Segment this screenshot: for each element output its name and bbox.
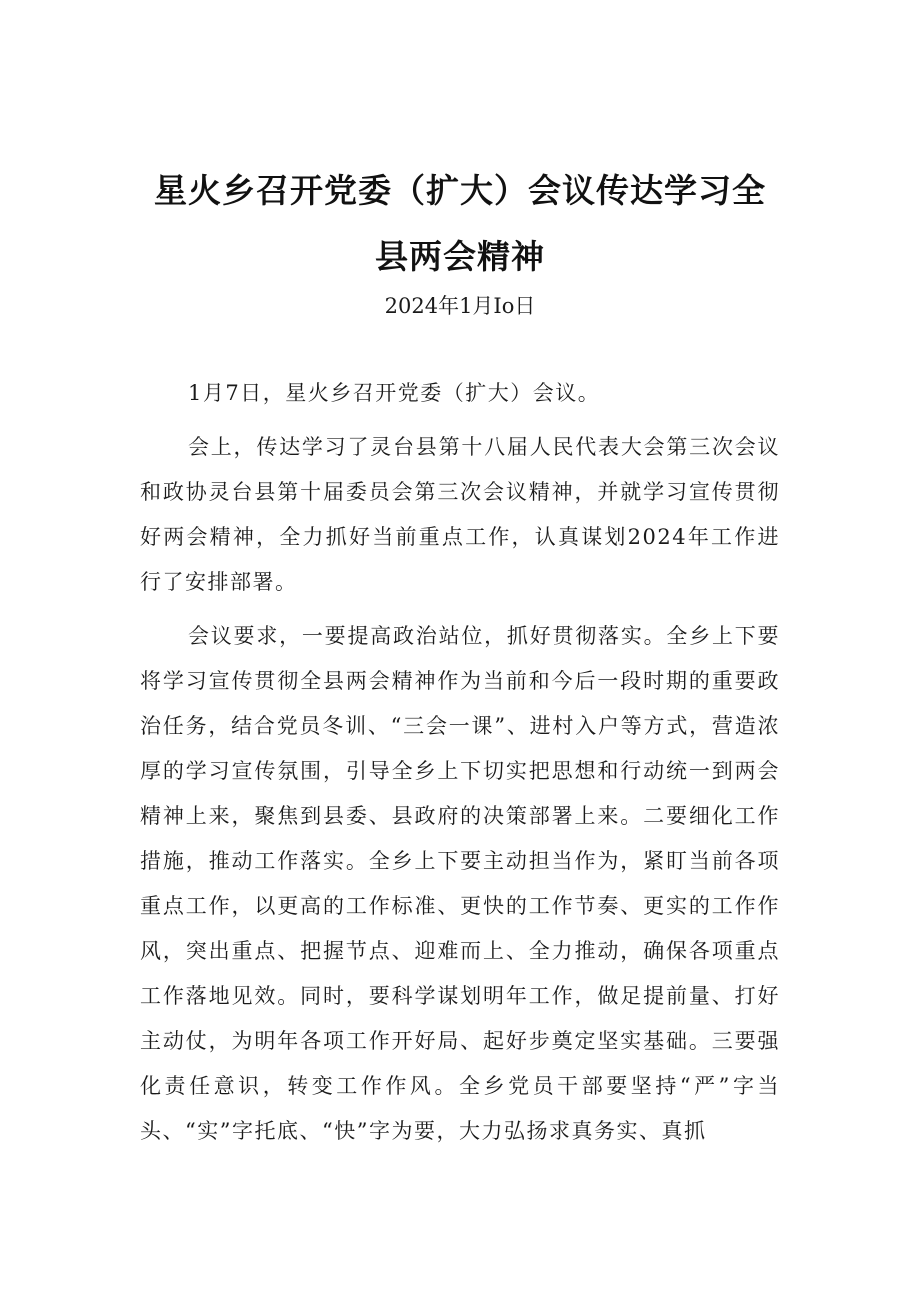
document-title-line-1: 星火乡召开党委（扩大）会议传达学习全: [154, 171, 766, 210]
document-body: [140, 371, 780, 1163]
document-title-line-2: 县两会精神: [375, 237, 545, 276]
paragraph: 会议要求，一要提高政治站位，抓好贯彻落实。全乡上下要将学习宣传贯彻全县两会精神作为当前和今后一段时期的重要政治任务，结合党员冬训、“三会一课”、进村入户等方式，营造浓厚的学习宣传氛围，引导全乡上下切实把思想和行动统一到两会精神上来，聚焦到县委、县政府的决策部署上来。二要细化工作措施，推动工作落实。全乡上下要主动担当作为，紧盯当前各项重点工作，以更高的工作标准、更快的工作节奏、更实的工作作风，突出重点、把握节点、迎难而上、全力推动，确保各项重点工作落地见效。同时，要科学谋划明年工作，做足提前量、打好主动仗，为明年各项工作开好局、起好步奠定坚实基础。三要强化责任意识，转变工作作风。全乡党员干部要坚持“严”字当头、“实”字托底、“快”字为要，大力弘扬求真务实、真抓: [140, 624, 780, 1143]
paragraph: 会上，传达学习了灵台县第十八届人民代表大会第三次会议和政协灵台县第十届委员会第三次会议精神，并就学习宣传贯彻好两会精神，全力抓好当前重点工作，认真谋划2024年工作进行了安排部署。: [140, 435, 780, 594]
paragraph: 1月7日，星火乡召开党委（扩大）会议。: [188, 381, 601, 405]
document-date: 2024年1月Io日: [384, 294, 536, 318]
